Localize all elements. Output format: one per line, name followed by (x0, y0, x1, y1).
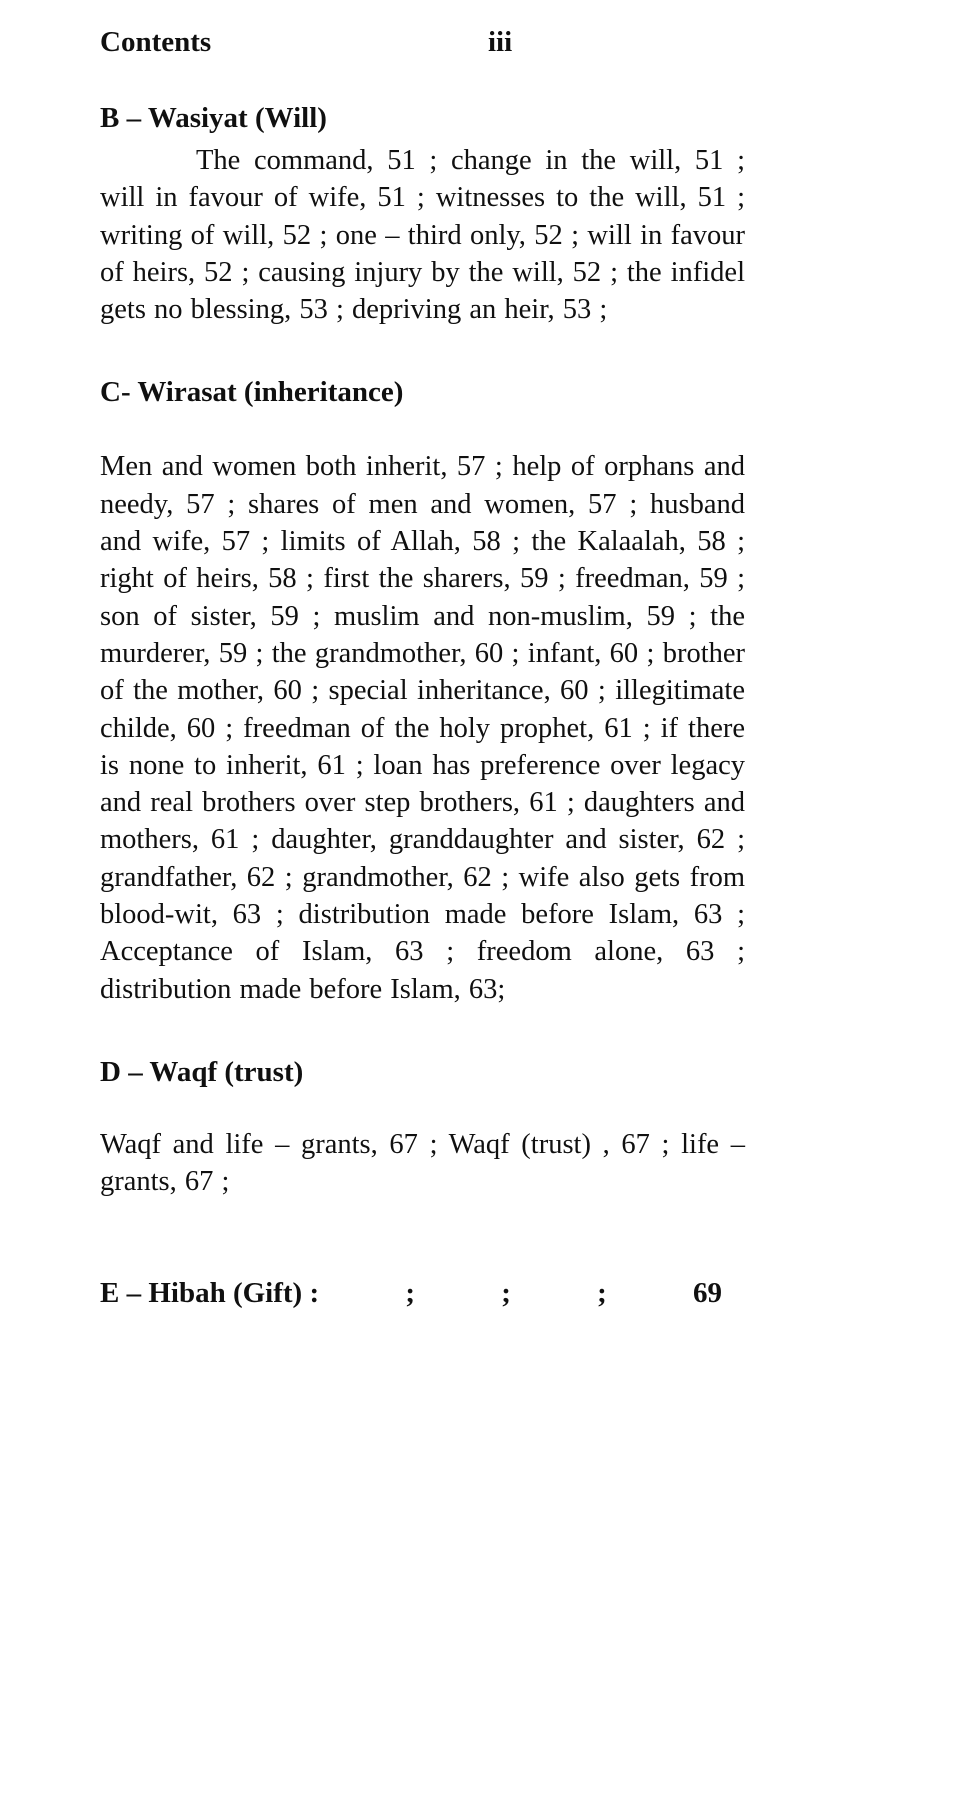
page-title: Contents (100, 26, 212, 58)
section-wirasat (100, 374, 745, 1007)
hibah-separator-2: ; (501, 1276, 511, 1309)
section-wasiyat-heading: B – Wasiyat (Will) (100, 102, 327, 134)
section-waqf-body: Waqf and life – grants, 67 ; Waqf (trust) , 67 ; life – grants, 67 ; (100, 1128, 745, 1198)
section-wasiyat (100, 100, 745, 328)
page-number: iii (488, 26, 513, 58)
hibah-separator-1: ; (405, 1276, 415, 1309)
section-wirasat-heading: C- Wirasat (inheritance) (100, 376, 404, 409)
section-waqf-heading: D – Waqf (trust) (100, 1055, 304, 1088)
section-wasiyat-body: The command, 51 ; change in the will, 51 ; will in favour of wife, 51 ; witnesses to the will, 51 ; writing of will, 52 ; one – third only, 52 ; will in favour of heirs, 52 ; causing injury by the will, 52 ; the infidel gets no blessing, 53 ; depriving an heir, 53 ; (100, 145, 745, 326)
section-hibah (100, 1275, 722, 1311)
page-header (100, 24, 745, 60)
hibah-page-number: 69 (692, 1276, 722, 1309)
section-wirasat-body: Men and women both inherit, 57 ; help of orphans and needy, 57 ; shares of men and women, 57 ; husband and wife, 57 ; limits of Allah, 58 ; the Kalaalah, 58 ; right of heirs, 58 ; first the sharers, 59 ; freedman, 59 ; son of sister, 59 ; muslim and non-muslim, 59 ; the murderer, 59 ; the grandmother, 60 ; infant, 60 ; brother of the mother, 60 ; special inheritance, 60 ; illegitimate childe, 60 ; freedman of the holy prophet, 61 ; if there is none to inherit, 61 ; loan has preference over legacy and real brothers over step brothers, 61 ; daughters and mothers, 61 ; daughter, granddaughter and sister, 62 ; grandfather, 62 ; grandmother, 62 ; wife also gets from blood-wit, 63 ; distribution made before Islam, 63 ; Acceptance of Islam, 63 ; freedom alone, 63 ; distribution made before Islam, 63; (100, 451, 745, 1005)
section-waqf (100, 1054, 745, 1201)
hibah-separator-3: ; (597, 1276, 607, 1309)
section-hibah-heading: E – Hibah (Gift) : (100, 1276, 320, 1309)
